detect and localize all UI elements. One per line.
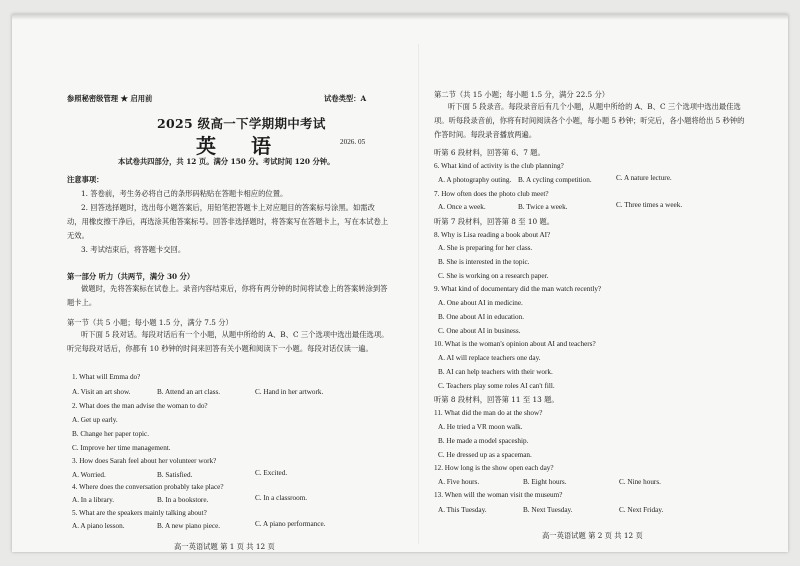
- q8-option-a: A. She is preparing for her class.: [438, 244, 533, 252]
- q5-option-c: C. A piano performance.: [255, 520, 326, 528]
- q11-option-a: A. He tried a VR moon walk.: [438, 423, 523, 431]
- q6-option-c: C. A nature lecture.: [616, 174, 672, 182]
- sec1-desc: 听下面 5 段对话。每段对话后有一个小题，从题中所给的 A、B、C 三个选项中选出最佳选项。听完每段对话后，你都有 10 秒钟的时间来回答有关小题和阅读下一小题。每段对话仅读一遍。: [67, 330, 389, 353]
- q7-option-a: A. Once a week.: [438, 203, 486, 211]
- q7-option-c: C. Three times a week.: [616, 201, 683, 209]
- material-7: 听第 7 段材料，回答第 8 至 10 题。: [434, 217, 555, 226]
- q8-option-b: B. She is interested in the topic.: [438, 258, 530, 266]
- notice-1: 1. 答卷前，考生务必将自己的条形码粘贴在答题卡相应的位置。: [81, 189, 288, 198]
- q2-option-a: A. Get up early.: [72, 416, 118, 424]
- notice-title: 注意事项：: [67, 175, 104, 184]
- q4-option-a: A. In a library.: [72, 496, 115, 504]
- question-4: 4. Where does the conversation probably take place?: [72, 483, 224, 491]
- notice-3: 3. 考试结束后，将答题卡交回。: [81, 245, 186, 254]
- q10-option-b: B. AI can help teachers with their work.: [438, 368, 553, 376]
- left-footer: 高一英语试题 第 1 页 共 12 页: [174, 542, 275, 551]
- q13-option-b: B. Next Tuesday.: [523, 506, 573, 514]
- question-9: 9. What kind of documentary did the man watch recently?: [434, 285, 602, 293]
- q6-option-b: B. A cycling competition.: [518, 176, 592, 184]
- q12-option-b: B. Eight hours.: [523, 478, 567, 486]
- sec2-desc: 听下面 5 段录音。每段录音后有几个小题，从题中所给的 A、B、C 三个选项中选出最佳选项。听每段录音前，你将有时间阅读各个小题，每小题 5 秒钟；听完后，各小题将给出 5 秒钟的作答时间。每段录音播放两遍。: [434, 102, 745, 139]
- page-fold: [418, 44, 419, 544]
- q7-option-b: B. Twice a week.: [518, 203, 568, 211]
- q3-option-a: A. Worried.: [72, 471, 106, 479]
- question-3: 3. How does Sarah feel about her volunteer work?: [72, 457, 217, 465]
- q5-option-b: B. A new piano piece.: [157, 522, 221, 530]
- notice-2: 2. 回答选择题时，选出每小题答案后，用铅笔把答题卡上对应题目的答案标号涂黑。如需改动，用橡皮擦干净后，再选涂其他答案标号。回答非选择题时，将答案写在答题卡上，写在本试卷上无效。: [67, 203, 389, 240]
- exam-date: 2026. 05: [340, 138, 366, 146]
- q13-option-a: A. This Tuesday.: [438, 506, 487, 514]
- q2-option-c: C. Improve her time management.: [72, 444, 171, 452]
- question-5: 5. What are the speakers mainly talking about?: [72, 509, 207, 517]
- question-12: 12. How long is the show open each day?: [434, 464, 554, 472]
- q9-option-a: A. One about AI in medicine.: [438, 299, 523, 307]
- q12-option-a: A. Five hours.: [438, 478, 480, 486]
- q1-option-a: A. Visit an art show.: [72, 388, 131, 396]
- paper-type: 试卷类型：A: [324, 94, 367, 103]
- question-6: 6. What kind of activity is the club planning?: [434, 162, 564, 170]
- q5-option-a: A. A piano lesson.: [72, 522, 125, 530]
- exam-summary: 本试卷共四部分，共 12 页。满分 150 分。考试时间 120 分钟。: [118, 157, 335, 166]
- question-10: 10. What is the woman's opinion about AI and teachers?: [434, 340, 596, 348]
- q11-option-c: C. He dressed up as a spaceman.: [438, 451, 532, 459]
- subject-title: 英 语: [196, 134, 285, 158]
- q10-option-a: A. AI will replace teachers one day.: [438, 354, 541, 362]
- q4-option-c: C. In a classroom.: [255, 494, 308, 502]
- material-8: 听第 8 段材料，回答第 11 至 13 题。: [434, 395, 559, 404]
- confidential-label: 参照秘密级管理 ★ 启用前: [67, 94, 153, 103]
- material-6: 听第 6 段材料，回答第 6、7 题。: [434, 148, 545, 157]
- sec2-title: 第二节（共 15 小题；每小题 1.5 分，满分 22.5 分）: [434, 90, 610, 99]
- q4-option-b: B. In a bookstore.: [157, 496, 209, 504]
- exam-sheet: [12, 14, 788, 552]
- right-footer: 高一英语试题 第 2 页 共 12 页: [542, 531, 643, 540]
- q11-option-b: B. He made a model spaceship.: [438, 437, 529, 445]
- q8-option-c: C. She is working on a research paper.: [438, 272, 549, 280]
- q9-option-b: B. One about AI in education.: [438, 313, 525, 321]
- q13-option-c: C. Next Friday.: [619, 506, 664, 514]
- question-13: 13. When will the woman visit the museum?: [434, 491, 563, 499]
- q10-option-c: C. Teachers play some roles AI can't fill.: [438, 382, 555, 390]
- scan-edge: [12, 14, 788, 20]
- question-8: 8. Why is Lisa reading a book about AI?: [434, 231, 551, 239]
- part1-desc: 做题时，先将答案标在试卷上。录音内容结束后，你将有两分钟的时间将试卷上的答案转涂到答题卡上。: [67, 284, 388, 307]
- q1-option-c: C. Hand in her artwork.: [255, 388, 324, 396]
- question-11: 11. What did the man do at the show?: [434, 409, 543, 417]
- question-1: 1. What will Emma do?: [72, 373, 141, 381]
- q3-option-c: C. Excited.: [255, 469, 288, 477]
- question-7: 7. How often does the photo club meet?: [434, 190, 549, 198]
- q9-option-c: C. One about AI in business.: [438, 327, 521, 335]
- q1-option-b: B. Attend an art class.: [157, 388, 221, 396]
- sec1-title: 第一节（共 5 小题；每小题 1.5 分，满分 7.5 分）: [67, 318, 233, 327]
- q3-option-b: B. Satisfied.: [157, 471, 193, 479]
- question-2: 2. What does the man advise the woman to do?: [72, 402, 208, 410]
- q12-option-c: C. Nine hours.: [619, 478, 661, 486]
- q2-option-b: B. Change her paper topic.: [72, 430, 150, 438]
- q6-option-a: A. A photography outing.: [438, 176, 512, 184]
- exam-title: 2025 级高一下学期期中考试: [157, 116, 326, 131]
- part1-title: 第一部分 听力（共两节，满分 30 分）: [67, 272, 195, 281]
